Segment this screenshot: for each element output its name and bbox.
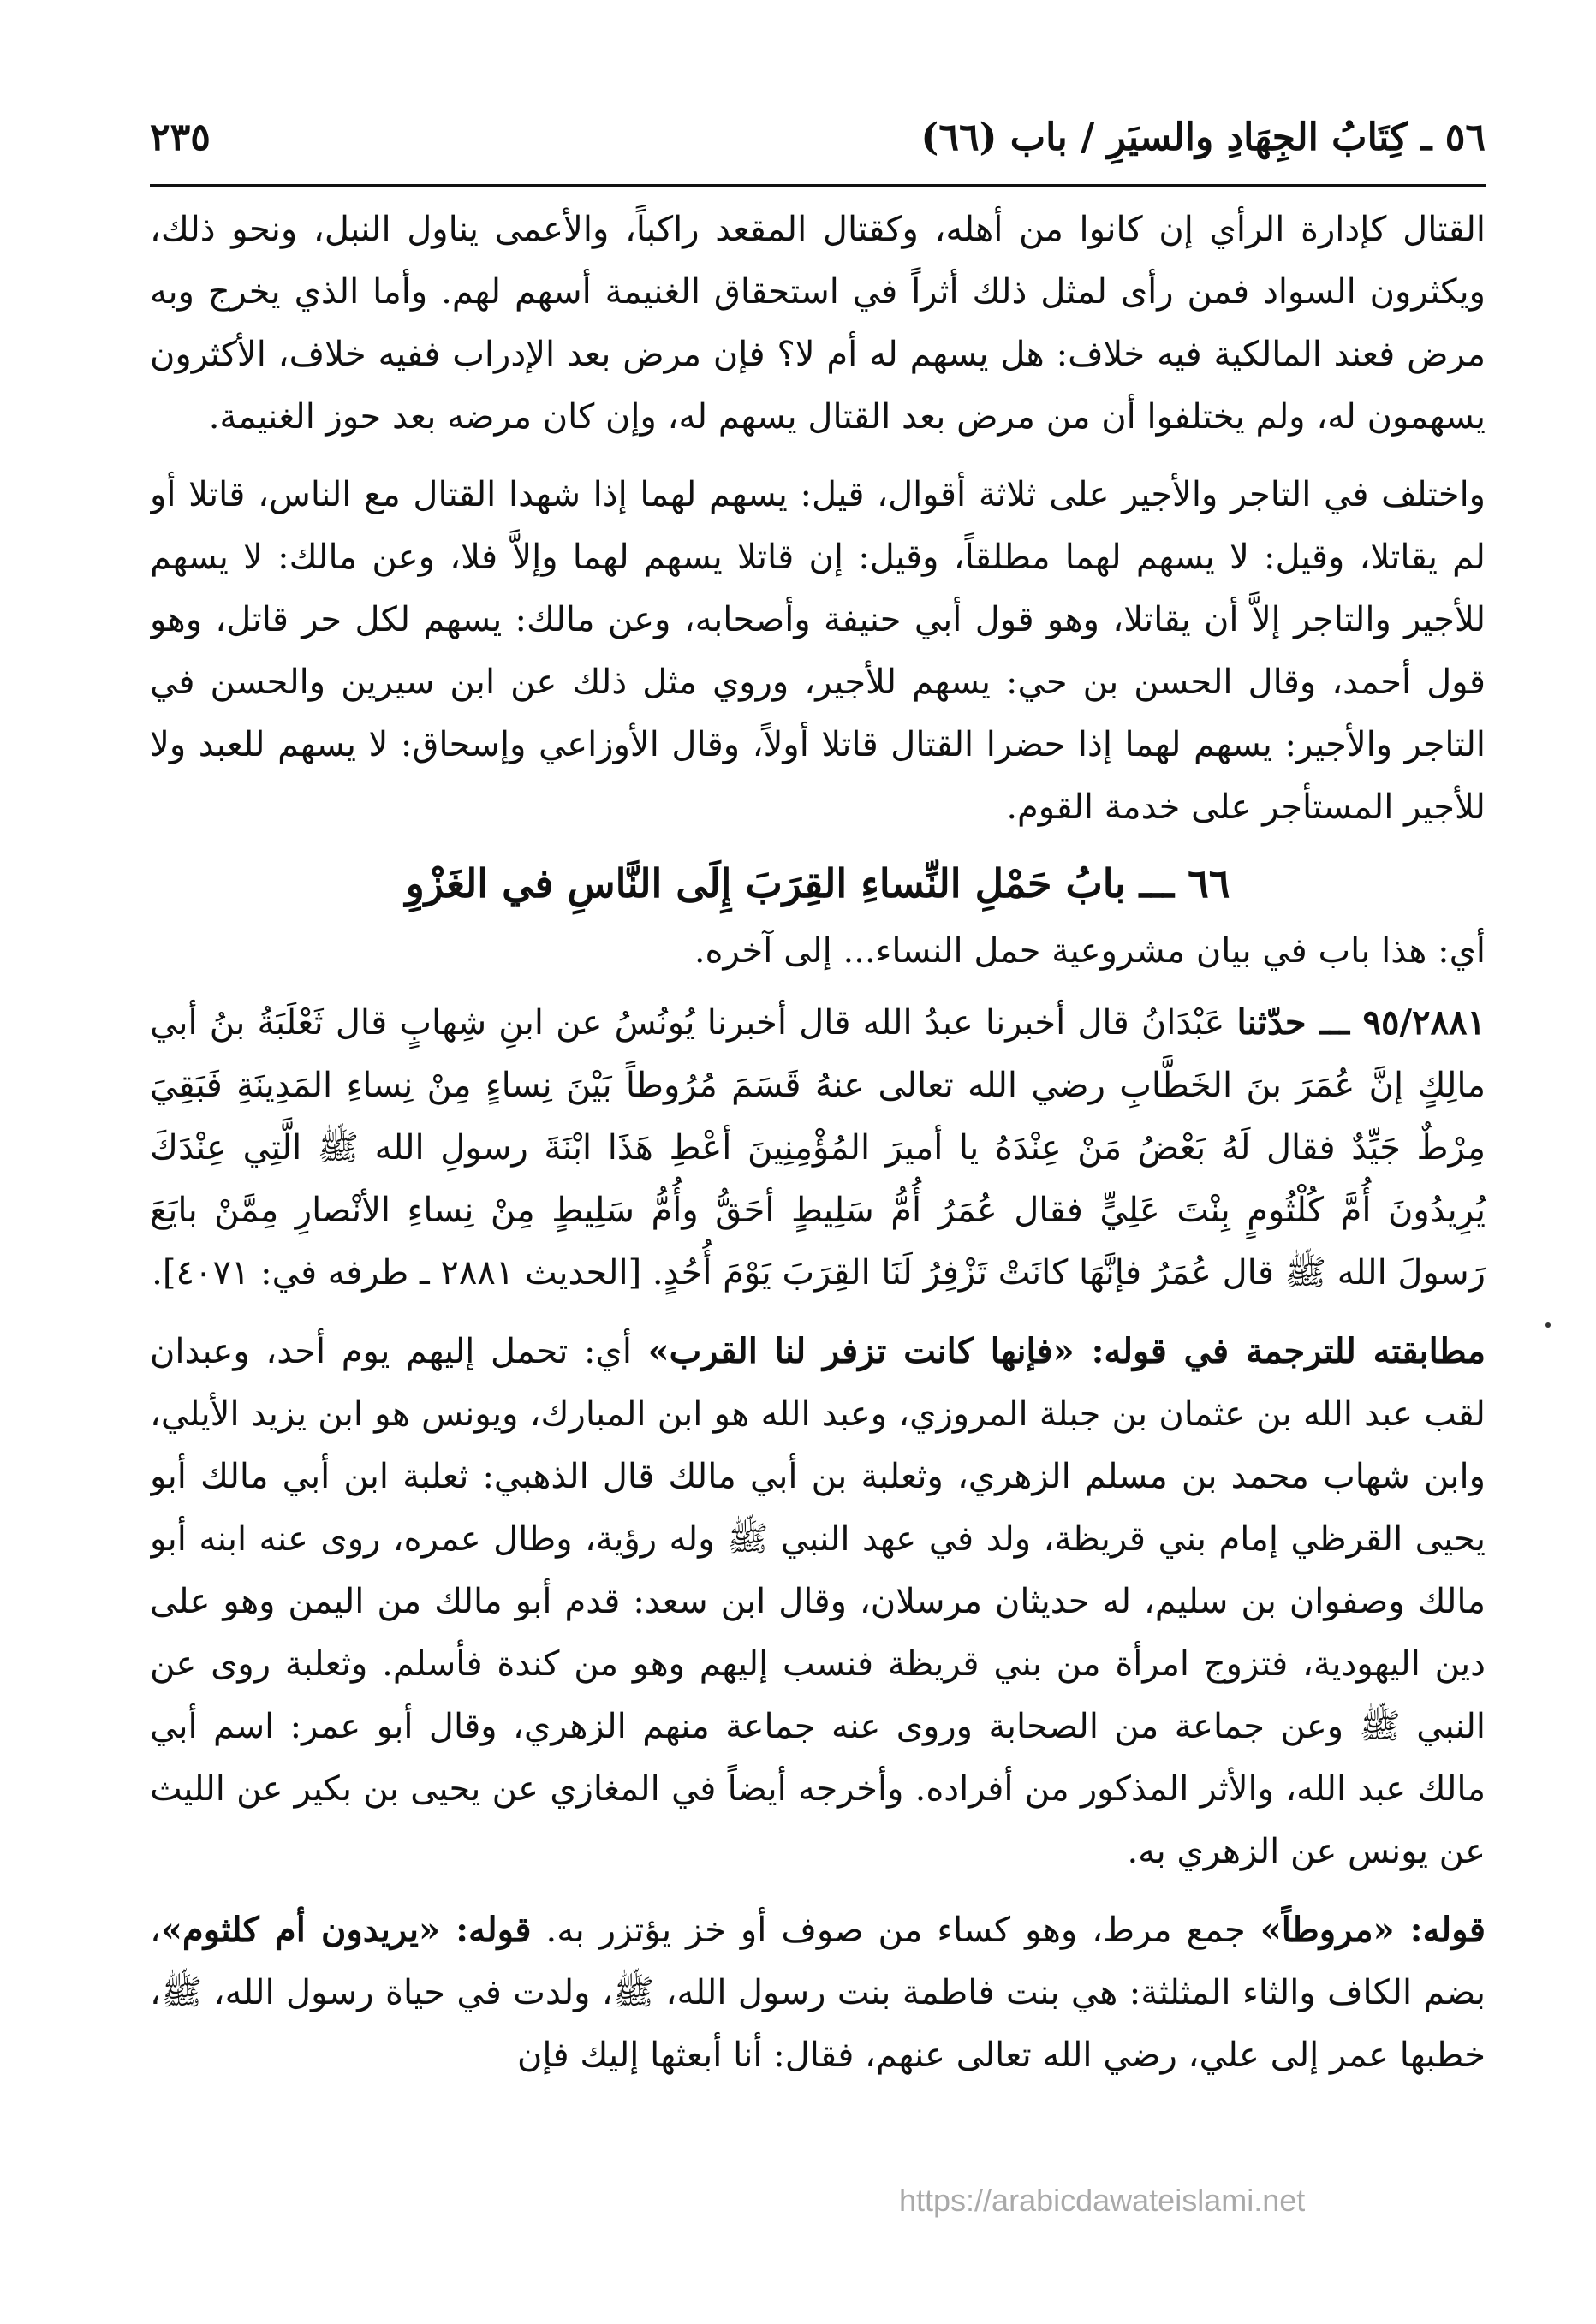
paragraph-1: القتال كإدارة الرأي إن كانوا من أهله، وكقتال المقعد راكباً، والأعمى يناول النبل، ونحو ذلك، ويكثرون السواد فمن رأى لمثل ذلك أثراً في استحقاق الغنيمة أسهم لهم. وأما الذي يخرج وبه مرض فعند المالكية فيه خلاف: هل يسهم له أم لا؟ فإن مرض بعد الإدراب ففيه خلاف، الأكثرون يسهمون له، ولم يختلفوا أن من مرض بعد القتال يسهم له، وإن كان مرضه بعد حوز الغنيمة. xyxy=(150,210,1486,437)
hadith-number: ٩٥/٢٨٨١ ـــ حدّثنا xyxy=(1236,1002,1486,1043)
commentary-text: أي: تحمل إليهم يوم أحد، وعبدان لقب عبد الله بن عثمان بن جبلة المروزي، وعبد الله هو ابن المبارك، ويونس هو ابن يزيد الأيلي، وابن شهاب محمد بن مسلم الزهري، وثعلبة بن أبي مالك قال الذهبي: ثعلبة ابن أبي مالك أبو يحيى القرظي إمام بني قريظة، ولد في عهد النبي ﷺ وله رؤية، وطال عمره، روى عنه ابنه أبو مالك وصفوان بن سليم، له حديثان مرسلان، وقال ابن سعد: قدم أبو مالك من اليمن وهو على دين اليهودية، فتزوج امرأة من بني قريظة فنسب إليهم وهو من كندة فأسلم. وثعلبة روى عن النبي ﷺ وعن جماعة من الصحابة وروى عنه جماعة منهم الزهري، وقال أبو عمر: اسم أبي مالك عبد الله، والأثر المذكور من أفراده. وأخرجه أيضاً في المغازي عن يحيى بن بكير عن الليث عن يونس عن الزهري به. xyxy=(150,1332,1486,1871)
page-header xyxy=(150,107,1486,167)
commentary-lead: مطابقته للترجمة في قوله: «فإنها كانت تزفر لنا القرب» xyxy=(647,1331,1486,1371)
scan-speck xyxy=(1545,1322,1551,1328)
page-body xyxy=(150,199,1486,2244)
paragraph-2: واختلف في التاجر والأجير على ثلاثة أقوال، قيل: يسهم لهما إذا شهدا القتال مع الناس، قاتلا أو لم يقاتلا، وقيل: لا يسهم لهما مطلقاً، وقيل: إن قاتلا يسهم لهما وإلاَّ فلا، وعن مالك: لا يسهم للأجير والتاجر إلاَّ أن يقاتلا، وهو قول أبي حنيفة وأصحابه، وعن مالك: يسهم لكل حر قاتل، وهو قول أحمد، وقال الحسن بن حي: يسهم للأجير، وروي مثل ذلك عن ابن سيرين والحسن في التاجر والأجير: يسهم لهما إذا حضرا القتال قاتلا أولاً، وقال الأوزاعي وإسحاق: لا يسهم للعبد ولا للأجير المستأجر على خدمة القوم. xyxy=(150,475,1486,827)
chapter-heading: ٦٦ ـــ بابُ حَمْلِ النِّساءِ القِرَبَ إِلَى النَّاسِ في الغَزْوِ xyxy=(405,860,1230,906)
final-lead-2: قوله: «يريدون أم كلثوم» xyxy=(160,1910,532,1950)
hadith-text: عَبْدَانُ قال أخبرنا عبدُ الله قال أخبرنا يُونُسُ عن ابنِ شِهابٍ قال ثَعْلَبَةُ بنُ أبي مالِكٍ إنَّ عُمَرَ بنَ الخَطَّابِ رضي الله تعالى عنهُ قَسَمَ مُرُوطاً بَيْنَ نِساءٍ مِنْ نِساءِ المَدِينَةِ فَبَقِيَ مِرْطٌ جَيِّدٌ فقال لَهُ بَعْضُ مَنْ عِنْدَهُ يا أميرَ المُؤْمِنِينَ أعْطِ هَذَا ابْنَةَ رسولِ الله ﷺ الَّتِي عِنْدَكَ يُرِيدُونَ أُمَّ كُلْثُومٍ بِنْتَ عَلِيٍّ فقال عُمَرُ أُمُّ سَلِيطٍ أحَقُّ وأُمُّ سَلِيطٍ مِنْ نِساءِ الأنْصارِ مِمَّنْ بايَعَ رَسولَ الله ﷺ قال عُمَرُ فإنَّهَا كانَتْ تَزْفِرُ لَنَا القِرَبَ يَوْمَ أُحُدٍ. [الحديث ٢٨٨١ ـ طرفه في: ٤٠٧١]. xyxy=(150,1003,1486,1293)
header-rule xyxy=(150,184,1486,187)
commentary-paragraph xyxy=(150,1320,1486,1883)
running-title: ٥٦ ـ كِتَابُ الجِهَادِ والسيَرِ / باب (٦٦) xyxy=(920,115,1486,159)
hadith-block xyxy=(150,991,1486,1305)
chapter-intro: أي: هذا باب في بيان مشروعية حمل النساء... إلى آخره. xyxy=(694,931,1486,971)
final-paragraph xyxy=(150,1899,1486,2087)
final-text-2: ، بضم الكاف والثاء المثلثة: هي بنت فاطمة بنت رسول الله، ﷺ، ولدت في حياة رسول الله، ﷺ، خطبها عمر إلى علي، رضي الله تعالى عنهم، فقال: أنا أبعثها إليك فإن xyxy=(150,1911,1486,2075)
watermark-url: https://arabicdawateislami.net xyxy=(899,2183,1306,2218)
final-lead-1: قوله: «مروطاً» xyxy=(1260,1910,1486,1950)
final-text-1: جمع مرط، وهو كساء من صوف أو خز يؤتزر به. xyxy=(531,1911,1260,1950)
page-number: ٢٣٥ xyxy=(150,115,211,159)
